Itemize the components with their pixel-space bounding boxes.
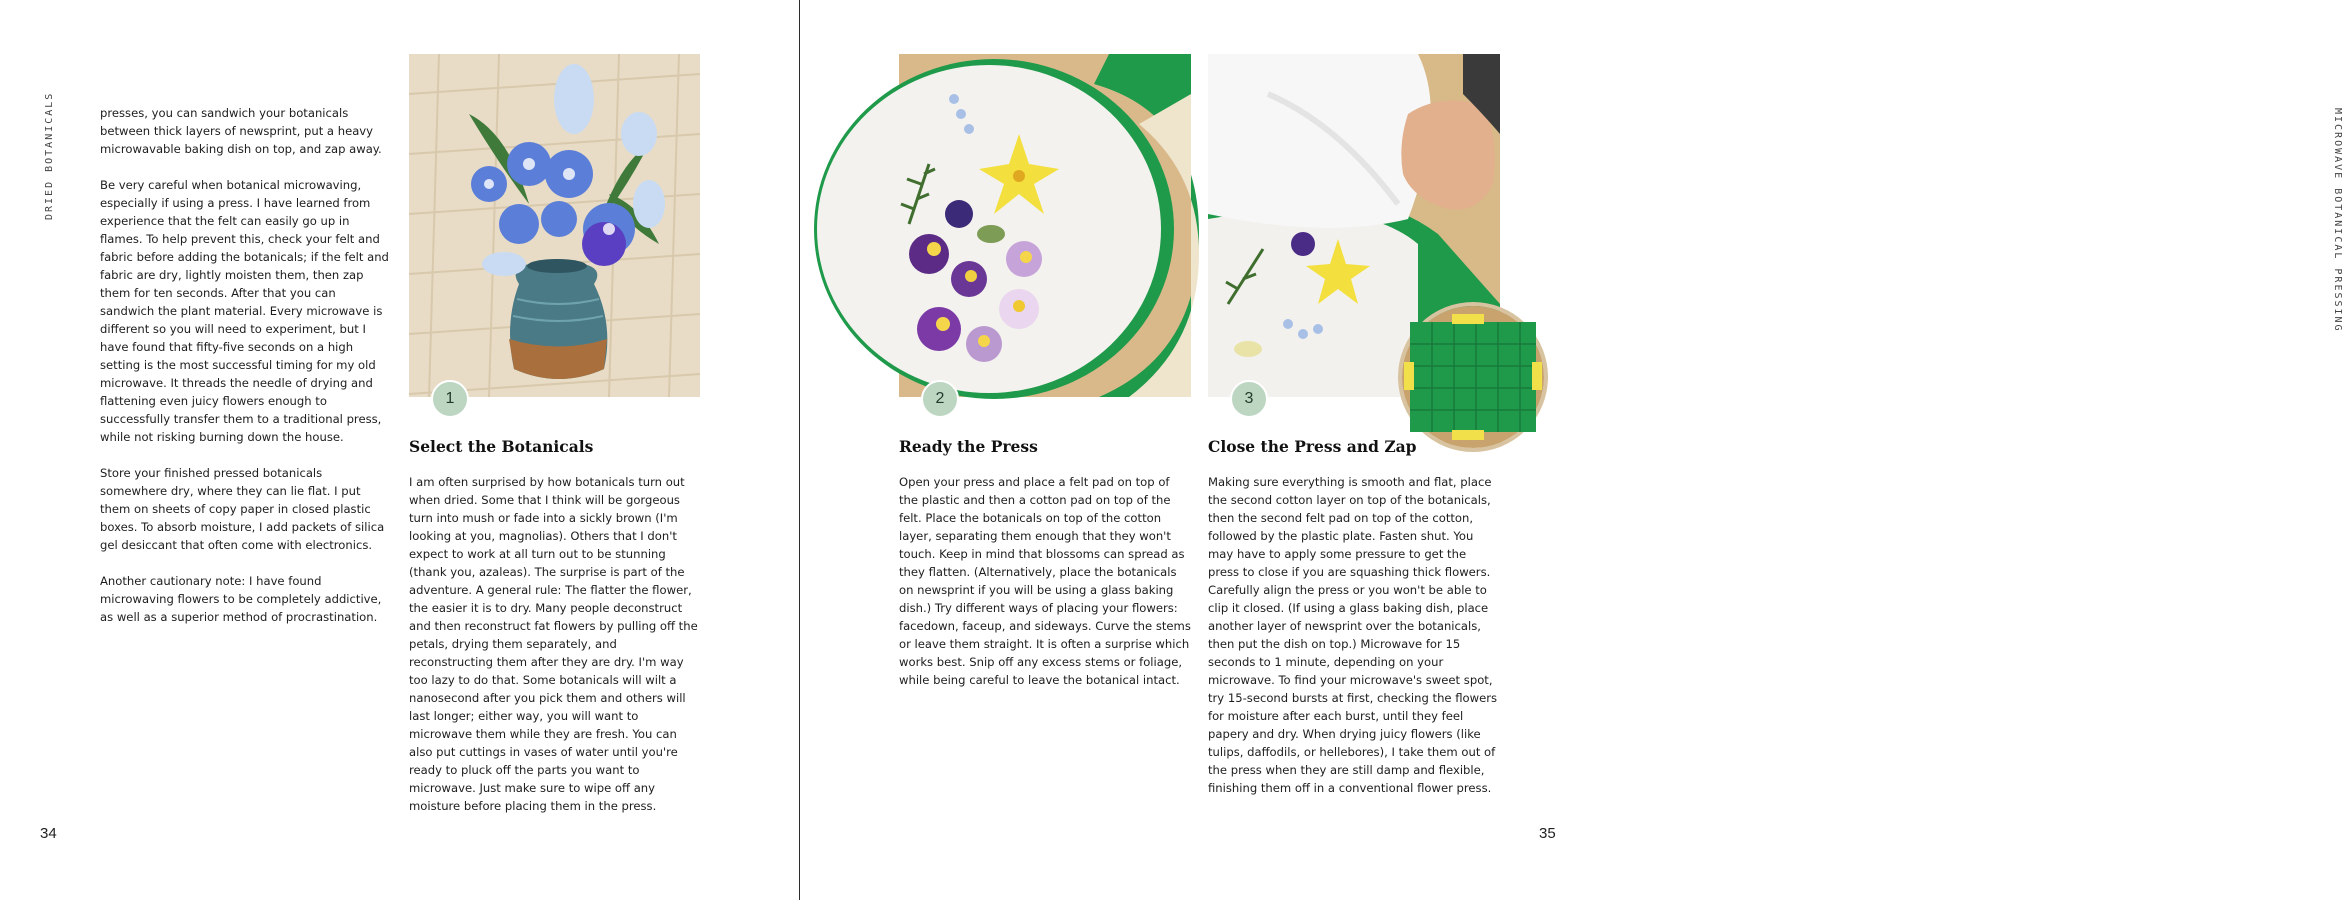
page-number-left: 34 bbox=[40, 825, 57, 842]
step-1-text: I am often surprised by how botanicals turn out when dried. Some that I think will be gorgeous turn into mush or fade into a sickly brown (I'm looking at you, magnolias). Others that I don't expect to work at all turn out to be stunning (thank you, azaleas). The surprise is part of the adventure. A general rule: The flatter the flower, the easier it is to dry. Many people deconstruct and then reconstruct fat flowers by pulling off the petals, drying them separately, and reconstructing them after they are dry. I'm way too lazy to do that. Some botanicals will wilt a nanosecond after you pick them and others will last longer; either way, you will want to microwave them while they are fresh. You can also put cuttings in vases of water until you're ready to pluck off the parts you want to microwave. Just make sure to wipe off any moisture before placing them in the press. bbox=[409, 475, 698, 813]
step-3-badge: 3 bbox=[1230, 380, 1268, 418]
step-1-heading: Select the Botanicals bbox=[409, 437, 594, 456]
step-3-text: Making sure everything is smooth and flat, place the second cotton layer on top of the botanicals, then the second felt pad on top of the cotton, followed by the plastic plate. Fasten shut. You may have to apply some pressure to get the press to close if you are squashing thick flowers. Carefully align the press or you won't be able to clip it closed. (If using a glass baking dish, place another layer of newsprint over the botanicals, then put the dish on top.) Microwave for 15 seconds to 1 minute, depending on your microwave. To find your microwave's sweet spot, try 15-second bursts at first, checking the flowers for moisture after each burst, until they feel papery and dry. When drying juicy flowers (like tulips, daffodils, or hellebores), I take them out of the press when they are still damp and flexible, finishing them off in a conventional flower press. bbox=[1208, 475, 1498, 795]
step-2-text: Open your press and place a felt pad on top of the plastic and then a cotton pad on top of the felt. Place the botanicals on top of the cotton layer, separating them enough that they won't touch. Keep in mind that blossoms can spread as they flatten. (Alternatively, place the botanicals on newsprint if you will be using a glass baking dish.) Try different ways of placing your flowers: facedown, faceup, and sideways. Curve the stems or leave them straight. It is often a surprise which works best. Snip off any excess stems or foliage, while being careful to leave the botanical intact. bbox=[899, 475, 1191, 687]
intro-paragraph: Another cautionary note: I have found microwaving flowers to be completely addictive, as well as a superior method of procrastination. bbox=[100, 574, 382, 624]
open-press-photo bbox=[899, 54, 1191, 397]
intro-paragraph: Be very careful when botanical microwaving, especially if using a press. I have learned from experience that the felt can easily go up in flames. To help prevent this, check your felt and fabric before adding the botanicals; if the felt and fabric are dry, lightly moisten them, then zap them for ten seconds. After that you can sandwich the plant material. Every microwave is different so you will need to experiment, but I have found that fifty-five seconds on a high setting is the most successful timing for my old microwave. It threads the needle of drying and flattening even juicy flowers enough to successfully transfer them to a traditional press, while not risking burning down the house. bbox=[100, 178, 389, 444]
intro-text-column bbox=[100, 104, 390, 644]
page-number-right: 35 bbox=[1539, 825, 1556, 842]
step-3-heading: Close the Press and Zap bbox=[1208, 437, 1417, 456]
step-1-badge: 1 bbox=[431, 380, 469, 418]
running-head-left: DRIED BOTANICALS bbox=[44, 91, 55, 220]
closed-press-inset-photo bbox=[1398, 302, 1548, 452]
intro-paragraph: Store your finished pressed botanicals somewhere dry, where they can lie flat. I put them on sheets of copy paper in closed plastic boxes. To absorb moisture, I add packets of silica gel desiccant that often come with electronics. bbox=[100, 466, 385, 552]
step-2-badge: 2 bbox=[921, 380, 959, 418]
running-head-right: MICROWAVE BOTANICAL PRESSING bbox=[2332, 108, 2343, 333]
step-2-heading: Ready the Press bbox=[899, 437, 1038, 456]
left-page bbox=[0, 0, 799, 900]
intro-paragraph: presses, you can sandwich your botanicals between thick layers of newsprint, put a heavy microwavable baking dish on top, and zap away. bbox=[100, 106, 382, 156]
vase-flowers-photo bbox=[409, 54, 700, 397]
